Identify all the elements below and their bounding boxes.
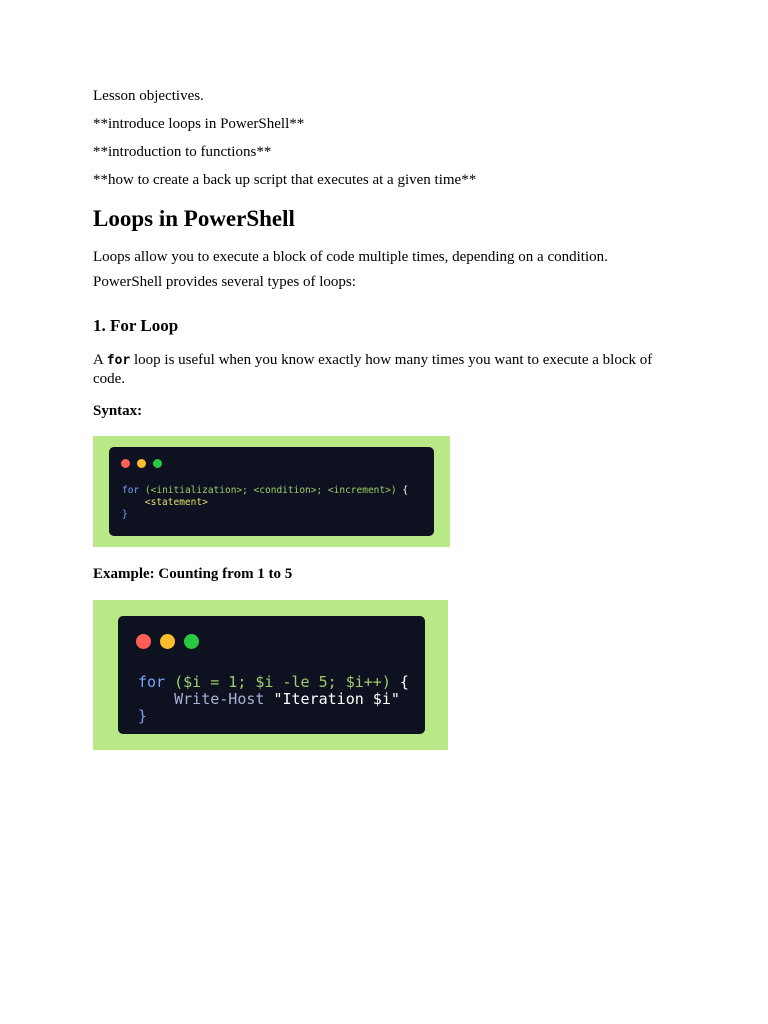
code-window [118, 616, 425, 734]
maximize-dot-icon [153, 459, 162, 468]
code-close-brace: } [122, 509, 128, 520]
desc-prefix: A [93, 352, 107, 368]
inline-code-for: for [106, 353, 131, 368]
section-description: Loops allow you to execute a block of code multiple times, depending on a condition. [93, 249, 608, 265]
close-dot-icon [136, 634, 151, 649]
lesson-objectives-heading: Lesson objectives. [93, 88, 204, 104]
for-loop-description [93, 351, 683, 388]
code-command: Write-Host [174, 690, 265, 708]
code-params: (<initialization>; <condition>; <increment>) [144, 485, 397, 496]
syntax-code-snippet [93, 436, 450, 547]
minimize-dot-icon [160, 634, 175, 649]
example-code [138, 674, 409, 725]
maximize-dot-icon [184, 634, 199, 649]
objective-item: **introduce loops in PowerShell** [93, 116, 305, 132]
code-open-brace: { [399, 673, 409, 691]
for-loop-title: 1. For Loop [93, 316, 179, 335]
objective-item: **introduction to functions** [93, 144, 272, 160]
minimize-dot-icon [137, 459, 146, 468]
objective-item: **how to create a back up script that executes at a given time** [93, 172, 477, 188]
close-dot-icon [121, 459, 130, 468]
code-keyword: for [138, 673, 166, 691]
code-window [109, 447, 434, 536]
code-statement: <statement> [144, 497, 208, 508]
syntax-label: Syntax: [93, 403, 143, 419]
syntax-code [122, 485, 408, 521]
code-keyword: for [122, 485, 140, 496]
section-description: PowerShell provides several types of loops: [93, 274, 356, 290]
desc-suffix: loop is useful when you know exactly how many times you want to execute a block of code. [93, 352, 653, 387]
example-label: Example: Counting from 1 to 5 [93, 566, 293, 582]
example-code-snippet [93, 600, 448, 750]
code-open-brace: { [402, 485, 409, 496]
code-params: ($i = 1; $i -le 5; $i++) [174, 673, 391, 691]
code-close-brace: } [138, 707, 148, 725]
section-title: Loops in PowerShell [93, 206, 295, 231]
code-argument: "Iteration $i" [273, 690, 400, 708]
